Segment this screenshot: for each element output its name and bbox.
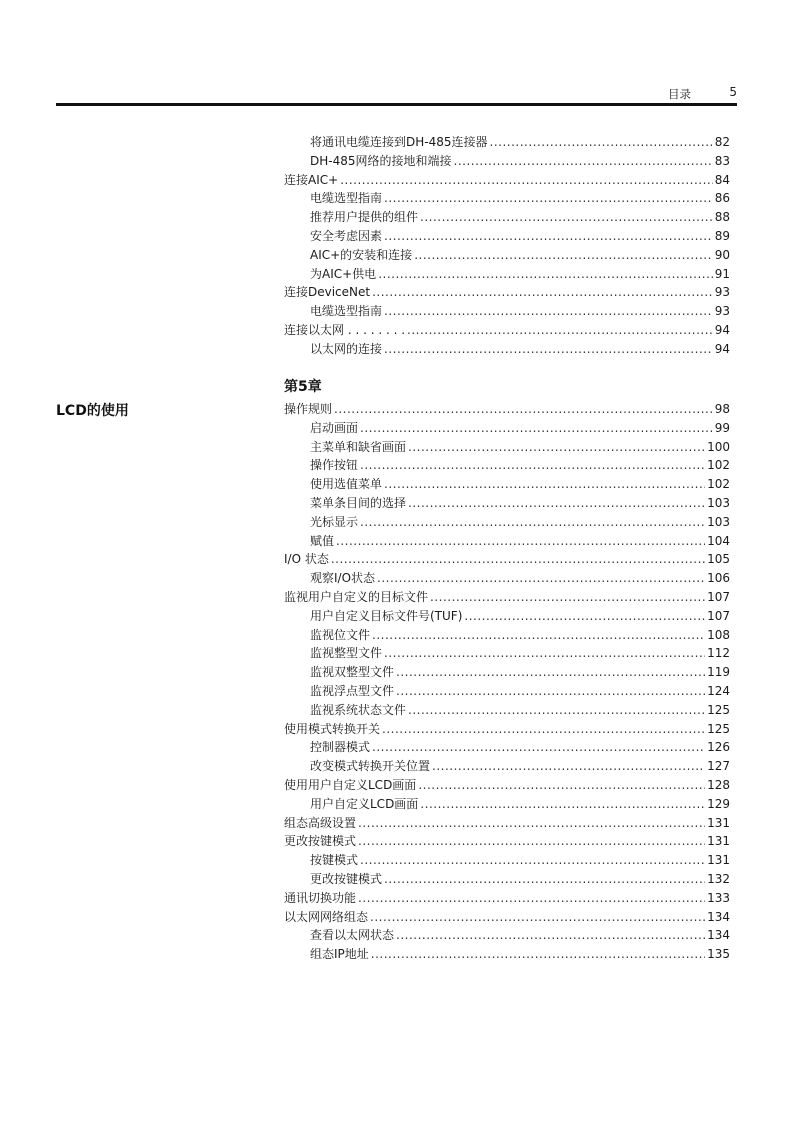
toc-entry-text: 用户自定义LCD画面 xyxy=(310,796,419,811)
toc-leader-dots xyxy=(336,532,705,551)
toc-entry-page: 106 xyxy=(707,571,730,586)
toc-entry-page: 91 xyxy=(714,266,730,281)
toc-entry[interactable] xyxy=(284,340,730,359)
toc-entry-page: 84 xyxy=(714,172,730,187)
toc-leader-dots xyxy=(331,550,705,569)
toc-entry[interactable] xyxy=(284,588,730,607)
toc-entry-page: 103 xyxy=(707,514,730,529)
toc-entry-page: 93 xyxy=(714,304,730,319)
toc-entry-text: 操作按钮 xyxy=(310,458,359,473)
toc-entry-text: 推荐用户提供的组件 xyxy=(310,210,419,225)
toc-leader-dots xyxy=(407,321,713,340)
toc-leader-dots xyxy=(432,757,705,776)
toc-entry[interactable] xyxy=(284,246,730,265)
toc-entry[interactable] xyxy=(284,832,730,851)
toc-leader-dots xyxy=(372,738,705,757)
toc-entry[interactable] xyxy=(284,532,730,551)
toc-entry-page: 107 xyxy=(707,608,730,623)
toc-leader-dots xyxy=(396,926,705,945)
toc-entry[interactable] xyxy=(284,870,730,889)
toc-entry[interactable] xyxy=(284,738,730,757)
toc-entry-page: 129 xyxy=(707,796,730,811)
toc-leader-dots xyxy=(384,644,705,663)
toc-entry-text: 组态高级设置 xyxy=(284,815,357,830)
toc-entry-text: 用户自定义目标文件号(TUF) xyxy=(310,608,463,623)
toc-leader-dots xyxy=(378,265,713,284)
toc-entry-text: 连接DeviceNet xyxy=(284,285,371,300)
toc-entry-text: 监视位文件 xyxy=(310,627,371,642)
toc-entry[interactable] xyxy=(284,302,730,321)
toc-entry-text: 更改按键模式 xyxy=(310,871,383,886)
toc-entry-page: 126 xyxy=(707,740,730,755)
header-rule xyxy=(56,103,737,106)
toc-leader-dots xyxy=(490,133,713,152)
toc-entry[interactable] xyxy=(284,171,730,190)
toc-entry[interactable] xyxy=(284,419,730,438)
toc-entry-page: 105 xyxy=(707,552,730,567)
toc-entry[interactable] xyxy=(284,475,730,494)
toc-entry-page: 90 xyxy=(714,247,730,262)
toc-entry[interactable] xyxy=(284,757,730,776)
toc-entry-page: 124 xyxy=(707,683,730,698)
toc-entry[interactable] xyxy=(284,926,730,945)
toc-leader-dots xyxy=(430,588,705,607)
toc-entry-page: 134 xyxy=(707,909,730,924)
toc-leader-dots xyxy=(418,776,705,795)
toc-entry[interactable] xyxy=(284,682,730,701)
toc-leader-dots xyxy=(384,475,705,494)
toc-leader-dots xyxy=(408,494,705,513)
toc-entry-text: 组态IP地址 xyxy=(310,947,369,962)
toc-leader-dots xyxy=(358,889,705,908)
toc-entry-text: 监视整型文件 xyxy=(310,646,383,661)
toc-leader-dots xyxy=(360,851,705,870)
toc-entry-text: 主菜单和缺省画面 xyxy=(310,439,407,454)
toc-entry-text: 监视双整型文件 xyxy=(310,665,395,680)
toc-entry-page: 89 xyxy=(714,228,730,243)
toc-entry-text: 使用模式转换开关 xyxy=(284,721,381,736)
toc-entry-page: 108 xyxy=(707,627,730,642)
toc-entry-page: 125 xyxy=(707,702,730,717)
toc-entry[interactable] xyxy=(284,701,730,720)
toc-entry-text: 按键模式 xyxy=(310,853,359,868)
toc-entry-text: 连接AIC+ xyxy=(284,172,339,187)
toc-leader-dots xyxy=(358,832,705,851)
toc-entry-page: 94 xyxy=(714,322,730,337)
toc-entry-text: DH-485网络的接地和端接 xyxy=(310,153,452,168)
toc-entry-text: 观察I/O状态 xyxy=(310,571,376,586)
toc-entry-page: 94 xyxy=(714,341,730,356)
toc-leader-dots xyxy=(384,340,713,359)
toc-entry-page: 135 xyxy=(707,947,730,962)
toc-entry[interactable] xyxy=(284,283,730,302)
toc-entry-page: 88 xyxy=(714,210,730,225)
toc-entry-text: 安全考虑因素 xyxy=(310,228,383,243)
toc-entry-page: 102 xyxy=(707,477,730,492)
toc-entry-text: 控制器模式 xyxy=(310,740,371,755)
toc-leader-dots xyxy=(371,945,705,964)
toc-leader-dots xyxy=(384,189,713,208)
header-title: 目录 xyxy=(668,87,691,101)
toc-entry-page: 125 xyxy=(707,721,730,736)
toc-entry[interactable] xyxy=(284,513,730,532)
toc-leader-dots xyxy=(384,227,713,246)
toc-entry-text: 电缆选型指南 xyxy=(310,304,383,319)
toc-list-chapter-5 xyxy=(284,400,730,964)
toc-entry[interactable] xyxy=(284,152,730,171)
toc-entry-text: 启动画面 xyxy=(310,420,359,435)
toc-entry-text: 以太网网络组态 xyxy=(284,909,369,924)
toc-entry-page: 99 xyxy=(714,420,730,435)
toc-entry-text: 操作规则 xyxy=(284,402,333,416)
toc-entry-page: 107 xyxy=(707,589,730,604)
toc-entry[interactable] xyxy=(284,626,730,645)
toc-entry[interactable] xyxy=(284,795,730,814)
toc-entry-text: 菜单条目间的选择 xyxy=(310,495,407,510)
toc-leader-dots xyxy=(454,152,713,171)
toc-leader-dots xyxy=(360,456,705,475)
toc-leader-dots xyxy=(408,701,705,720)
toc-entry-page: 98 xyxy=(714,402,730,416)
toc-entry[interactable] xyxy=(284,945,730,964)
toc-entry-text: 通讯切换功能 xyxy=(284,890,357,905)
toc-entry-page: 102 xyxy=(707,458,730,473)
toc-entry-page: 100 xyxy=(707,439,730,454)
toc-entry-page: 132 xyxy=(707,871,730,886)
toc-entry[interactable] xyxy=(284,189,730,208)
toc-entry-text: 监视系统状态文件 xyxy=(310,702,407,717)
toc-entry[interactable] xyxy=(284,133,730,152)
header-page-number: 5 xyxy=(729,85,737,99)
toc-leader-dots xyxy=(408,438,705,457)
chapter-label: 第5章 xyxy=(284,379,322,395)
toc-entry-page: 82 xyxy=(714,135,730,149)
toc-entry[interactable] xyxy=(284,663,730,682)
toc-leader-dots xyxy=(396,663,705,682)
toc-entry-text: 查看以太网状态 xyxy=(310,928,395,943)
toc-entry-text: 监视浮点型文件 xyxy=(310,683,395,698)
toc-entry[interactable] xyxy=(284,889,730,908)
toc-entry-text: 电缆选型指南 xyxy=(310,191,383,206)
toc-entry[interactable] xyxy=(284,550,730,569)
toc-entry[interactable] xyxy=(284,720,730,739)
toc-leader-dots xyxy=(360,513,705,532)
toc-entry-page: 131 xyxy=(707,815,730,830)
toc-entry[interactable] xyxy=(284,851,730,870)
toc-entry[interactable] xyxy=(284,456,730,475)
toc-entry-text: 监视用户自定义的目标文件 xyxy=(284,589,429,604)
toc-entry[interactable] xyxy=(284,607,730,626)
toc-leader-dots xyxy=(384,870,705,889)
toc-entry-page: 112 xyxy=(707,646,730,661)
toc-leader-dots xyxy=(396,682,705,701)
toc-entry[interactable] xyxy=(284,814,730,833)
toc-entry[interactable] xyxy=(284,569,730,588)
toc-leader-dots xyxy=(414,246,713,265)
toc-entry[interactable] xyxy=(284,494,730,513)
toc-entry-page: 134 xyxy=(707,928,730,943)
toc-leader-dots xyxy=(370,908,705,927)
toc-leader-dots xyxy=(372,626,705,645)
toc-leader-dots xyxy=(360,419,713,438)
toc-leader-dots xyxy=(340,171,713,190)
toc-leader-dots xyxy=(464,607,705,626)
toc-entry-page: 131 xyxy=(707,834,730,849)
toc-leader-dots xyxy=(420,795,705,814)
toc-entry-text: 光标显示 xyxy=(310,514,359,529)
toc-leader-dots xyxy=(334,400,713,419)
toc-entry-page: 119 xyxy=(707,665,730,680)
toc-entry[interactable] xyxy=(284,644,730,663)
toc-entry[interactable] xyxy=(284,227,730,246)
toc-entry-text: 改变模式转换开关位置 xyxy=(310,759,431,774)
section-side-title: LCD的使用 xyxy=(56,403,129,419)
toc-entry[interactable] xyxy=(284,438,730,457)
toc-leader-dots xyxy=(377,569,705,588)
toc-entry-page: 127 xyxy=(707,759,730,774)
toc-entry-page: 93 xyxy=(714,285,730,300)
toc-entry[interactable] xyxy=(284,321,730,340)
toc-entry-page: 133 xyxy=(707,890,730,905)
toc-entry-page: 131 xyxy=(707,853,730,868)
toc-leader-dots xyxy=(420,208,713,227)
toc-entry-text: 将通讯电缆连接到DH-485连接器 xyxy=(310,135,488,149)
toc-entry-text: 更改按键模式 xyxy=(284,834,357,849)
toc-leader-dots xyxy=(372,283,713,302)
toc-list-continued xyxy=(284,133,730,359)
toc-entry-page: 103 xyxy=(707,495,730,510)
toc-leader-dots xyxy=(382,720,705,739)
toc-entry-page: 86 xyxy=(714,191,730,206)
page-header xyxy=(56,84,737,102)
toc-entry[interactable] xyxy=(284,208,730,227)
toc-leader-dots xyxy=(384,302,713,321)
toc-entry[interactable] xyxy=(284,400,730,419)
toc-leader-dots xyxy=(358,814,705,833)
toc-entry-text: 为AIC+供电 xyxy=(310,266,377,281)
toc-entry-text: 以太网的连接 xyxy=(310,341,383,356)
toc-entry[interactable] xyxy=(284,265,730,284)
toc-entry-text: 赋值 xyxy=(310,533,335,548)
toc-entry-text: 连接以太网 . . . . . . . . xyxy=(284,322,406,337)
toc-entry-text: I/O 状态 xyxy=(284,552,329,567)
toc-entry-text: AIC+的安装和连接 xyxy=(310,247,413,262)
toc-entry-page: 83 xyxy=(714,153,730,168)
toc-entry[interactable] xyxy=(284,908,730,927)
toc-entry-text: 使用选值菜单 xyxy=(310,477,383,492)
toc-entry-text: 使用用户自定义LCD画面 xyxy=(284,777,417,792)
toc-entry[interactable] xyxy=(284,776,730,795)
toc-entry-page: 128 xyxy=(707,777,730,792)
toc-entry-page: 104 xyxy=(707,533,730,548)
